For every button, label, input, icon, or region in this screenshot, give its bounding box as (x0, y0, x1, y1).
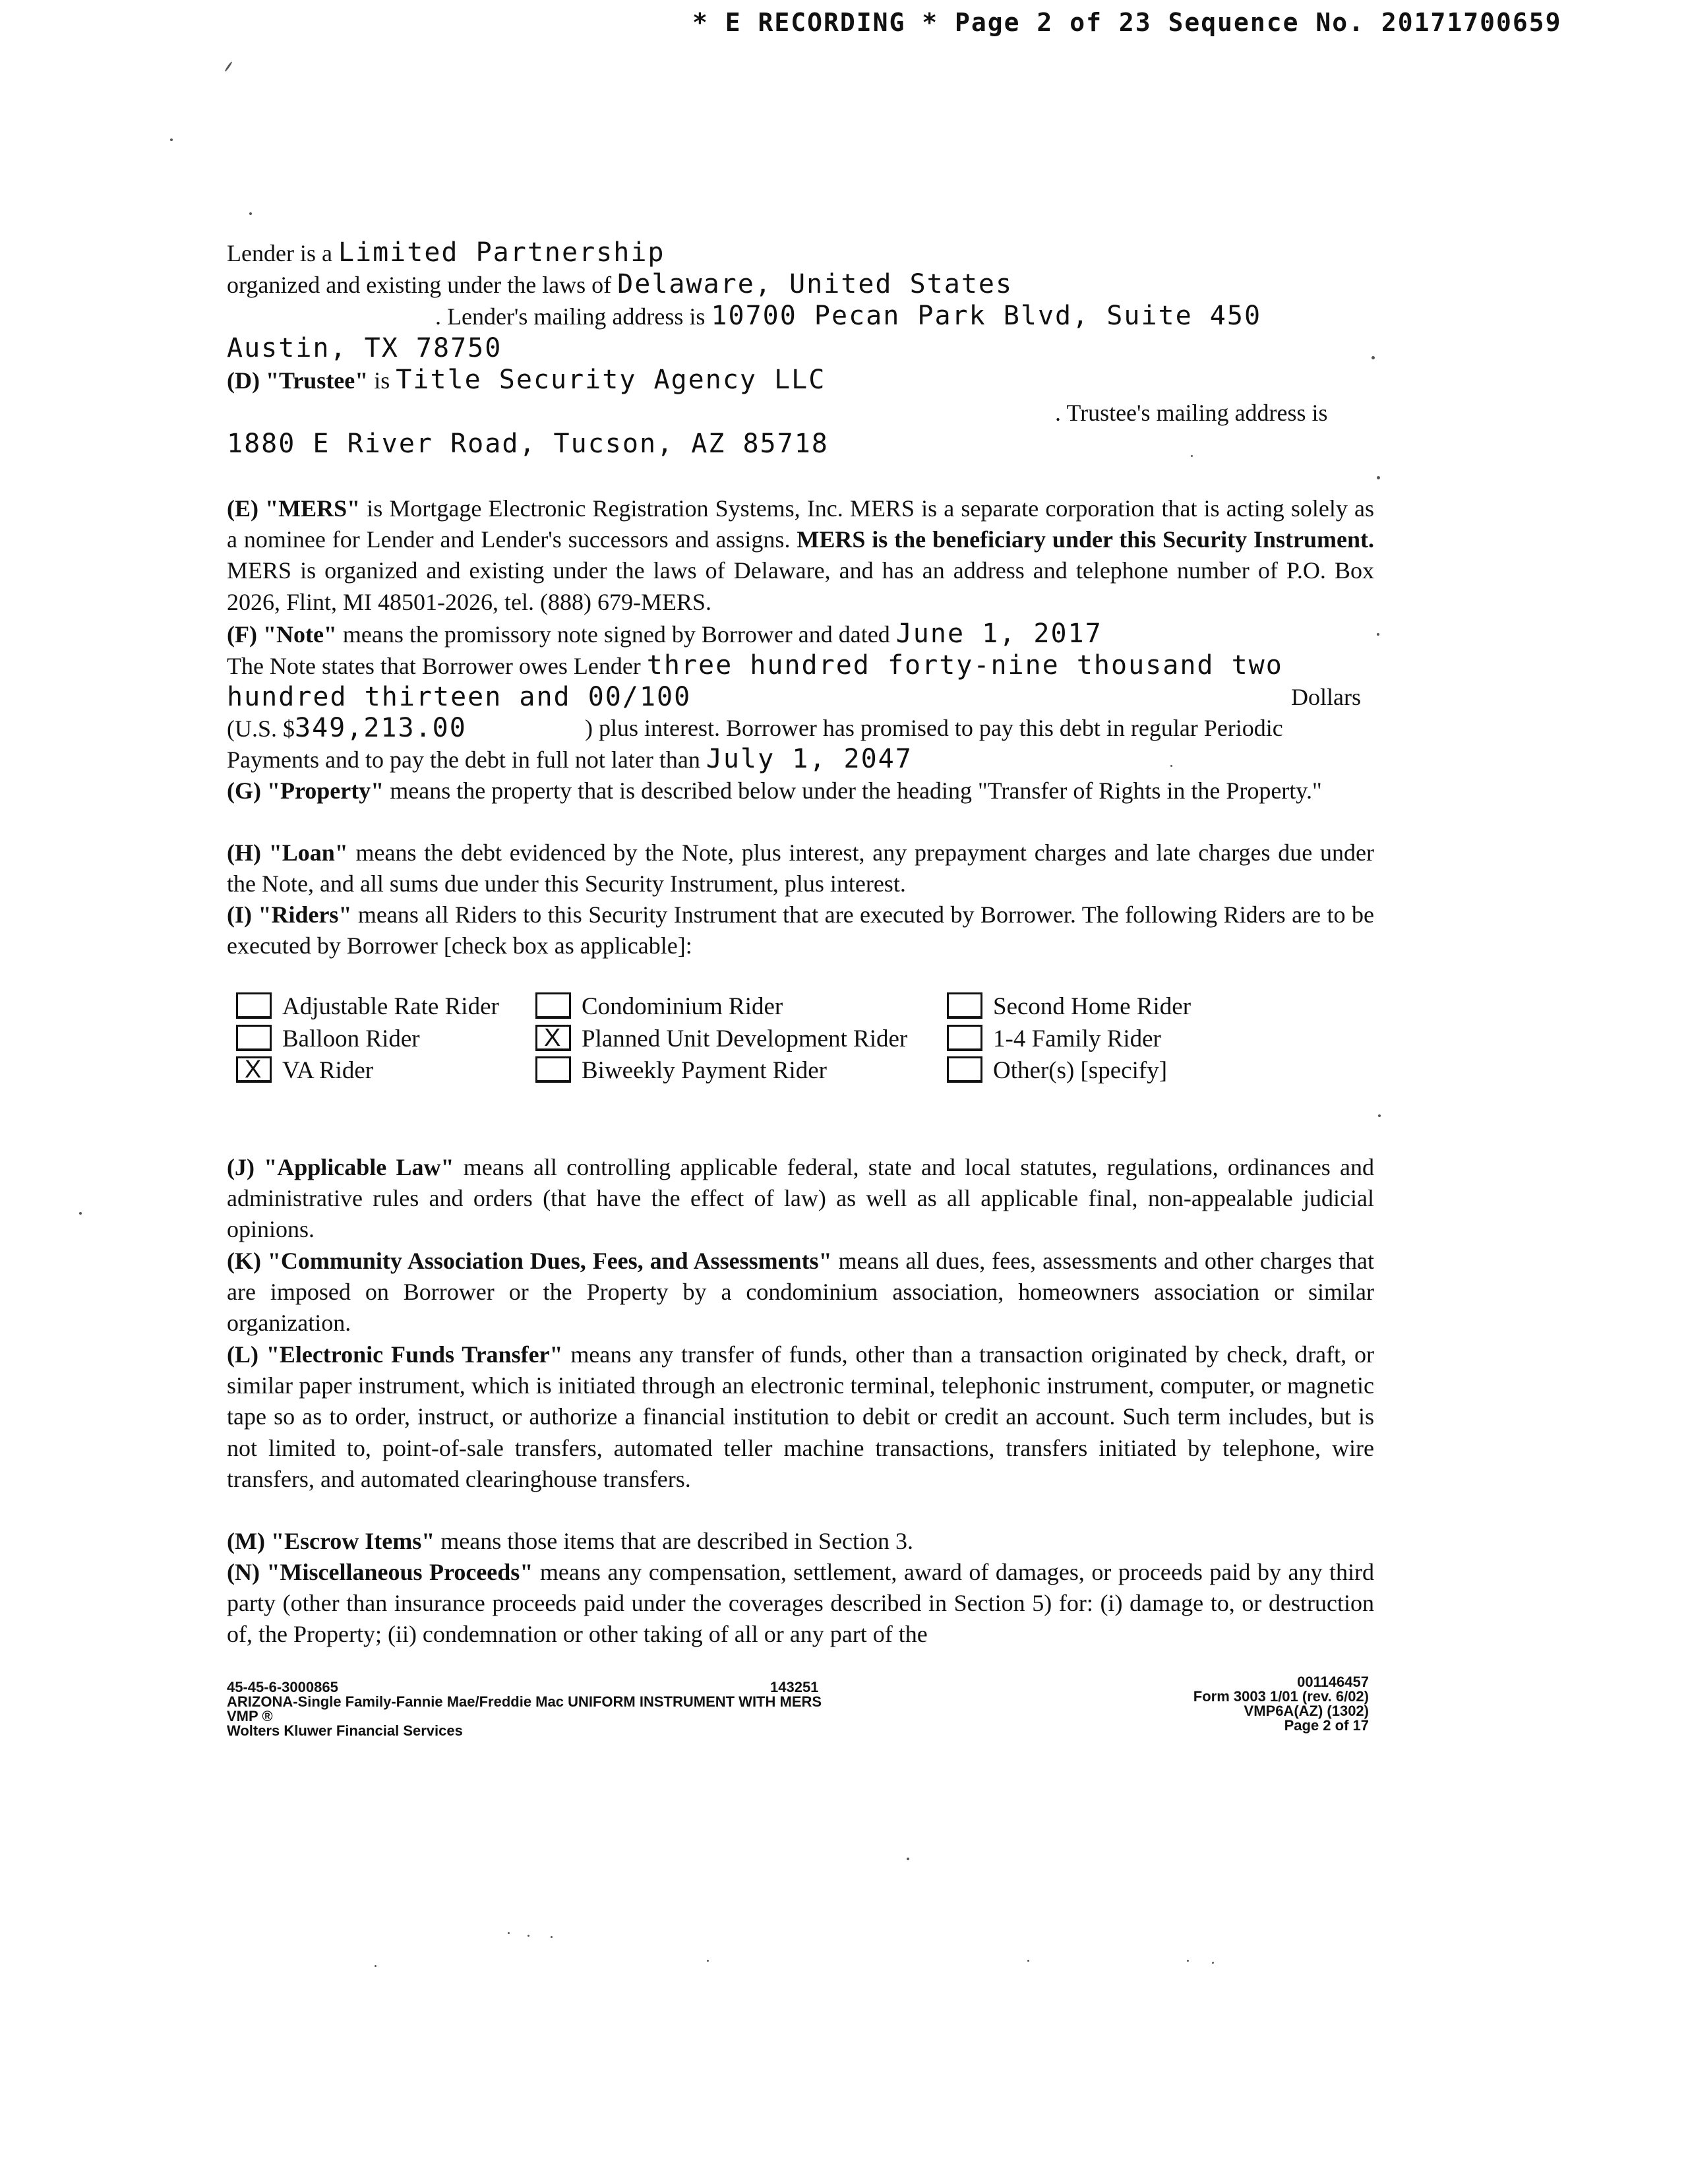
rider-checkbox-second-home[interactable] (947, 992, 982, 1019)
recording-header: * E RECORDING * Page 2 of 23 Sequence No. 20171700659 (692, 8, 1562, 37)
trustee-line (227, 365, 826, 396)
mers-text1: is Mortgage Electronic Registration Systems, Inc. MERS is a separate corporation that is acting solely as a nominee for Lender and Lender's successors and assigns. (227, 495, 1374, 553)
riders-lead: (I) "Riders" (227, 901, 352, 928)
note-interest-text: ) plus interest. Borrower has promised to pay this debt in regular Periodic (585, 715, 1283, 741)
scan-speck (1372, 356, 1375, 359)
rider-label-biweekly: Biweekly Payment Rider (582, 1057, 827, 1084)
scan-speck (1377, 633, 1379, 636)
loan-lead: (H) "Loan" (227, 839, 348, 866)
scan-speck (528, 1935, 529, 1937)
loan-paragraph (227, 837, 1374, 899)
rider-checkbox-family[interactable] (947, 1025, 982, 1051)
note-us-line (227, 713, 467, 744)
community-paragraph (227, 1246, 1374, 1339)
footer-center: 143251 (770, 1679, 819, 1695)
eft-text: means any transfer of funds, other than a transaction originated by check, draft, or similar paper instrument, which is initiated through an electronic terminal, telephonic instrument, computer, or magnetic tape so as to order, instruct, or authorize a financial institution to debit or credit an account. Such term includes, but is not limited to, point-of-sale transfers, automated teller machine transactions, transfers initiated by telephone, wire transfers, and automated clearinghouse transfers. (227, 1341, 1374, 1492)
trustee-term: "Trustee" (265, 367, 369, 394)
eft-lead: (L) "Electronic Funds Transfer" (227, 1341, 563, 1368)
footer-left (227, 1680, 822, 1738)
footer-vmp-code: VMP6A(AZ) (1302) (1244, 1703, 1369, 1719)
riders-text: means all Riders to this Security Instrument that are executed by Borrower. The following Riders are to be executed by Borrower [check box as applicable]: (227, 901, 1375, 959)
note-amount-words-1: three hundred forty-nine thousand two (646, 650, 1283, 681)
property-text: means the property that is described below under the heading "Transfer of Rights in the Property." (384, 777, 1322, 804)
rider-label-planned-unit: Planned Unit Development Rider (582, 1025, 908, 1052)
lender-jurisdiction: Delaware, United States (617, 269, 1013, 299)
lender-prefix: Lender is a (227, 240, 332, 266)
escrow-text: means those items that are described in Section 3. (435, 1528, 914, 1554)
lender-mailing-line (435, 301, 1261, 332)
scan-speck (1191, 455, 1193, 457)
scan-speck (1027, 1960, 1029, 1962)
note-owes-line (227, 650, 1283, 682)
community-text: means all dues, fees, assessments and other charges that are imposed on Borrower or the Property by a condominium association, homeowners association or similar organization. (227, 1248, 1374, 1337)
misc-text: means any compensation, settlement, award of damages, or proceeds paid by any third party (other than insurance proceeds paid under the coverages described in Section 5) for: (i) damage to, or destruction of, the Property; (ii) condemnation or other taking of all or any part of the (227, 1559, 1375, 1648)
escrow-lead: (M) "Escrow Items" (227, 1528, 435, 1554)
scan-speck (1378, 1114, 1381, 1117)
lender-address-line2: Austin, TX 78750 (227, 333, 502, 363)
mers-text2: MERS is organized and existing under the laws of Delaware, and has an address and telephone number of P.O. Box 2026, Flint, MI 48501-2026, tel. (888) 679-MERS. (227, 557, 1374, 615)
footer-page-number: Page 2 of 17 (1284, 1717, 1369, 1734)
scan-speck (1377, 476, 1380, 479)
footer-doc-id: 001146457 (1297, 1674, 1369, 1690)
community-lead: (K) "Community Association Dues, Fees, and Assessments" (227, 1248, 832, 1274)
scan-speck (907, 1858, 909, 1860)
note-payments-line (227, 744, 913, 775)
property-lead: (G) "Property" (227, 777, 384, 804)
rider-checkbox-balloon[interactable] (236, 1025, 272, 1051)
scan-speck (224, 61, 233, 72)
scan-speck (249, 212, 252, 215)
rider-label-balloon: Balloon Rider (282, 1025, 420, 1052)
scan-speck (1170, 765, 1172, 767)
loan-text: means the debt evidenced by the Note, plus interest, any prepayment charges and late charges due under the Note, and all sums due under this Security Instrument, plus interest. (227, 839, 1375, 897)
note-us-prefix: (U.S. $ (227, 715, 295, 742)
trustee-mailing-label: . Trustee's mailing address is (1055, 400, 1328, 426)
lender-line (227, 237, 665, 269)
scan-speck (508, 1932, 510, 1934)
lender-address-line1: 10700 Pecan Park Blvd, Suite 450 (711, 301, 1262, 331)
footer-vmp: VMP ® (227, 1708, 273, 1724)
scan-speck (1212, 1962, 1214, 1964)
mers-lead: (E) "MERS" (227, 495, 361, 522)
scan-speck (170, 138, 173, 141)
note-owes-label: The Note states that Borrower owes Lender (227, 653, 641, 679)
rider-label-family: 1-4 Family Rider (993, 1025, 1161, 1052)
rider-checkbox-other[interactable] (947, 1056, 982, 1083)
scan-speck (551, 1936, 553, 1938)
scan-speck (1187, 1960, 1189, 1962)
eft-paragraph (227, 1339, 1374, 1495)
lender-organized-line (227, 269, 1013, 301)
footer-publisher: Wolters Kluwer Financial Services (227, 1722, 463, 1739)
mers-paragraph (227, 493, 1374, 618)
rider-checkbox-va[interactable]: X (236, 1056, 272, 1083)
footer-right (1193, 1675, 1369, 1733)
note-amount-words-2: hundred thirteen and 00/100 (227, 682, 692, 712)
misc-paragraph (227, 1557, 1374, 1651)
note-lead: (F) "Note" (227, 621, 337, 648)
lender-mailing-label: . Lender's mailing address is (435, 303, 706, 330)
note-text: means the promissory note signed by Borrower and dated (336, 621, 890, 648)
scan-speck (79, 1212, 82, 1215)
escrow-paragraph (227, 1526, 1374, 1557)
rider-label-adjustable-rate: Adjustable Rate Rider (282, 993, 499, 1020)
mers-bold: MERS is the beneficiary under this Security Instrument. (797, 526, 1374, 553)
rider-checkbox-adjustable-rate[interactable] (236, 992, 272, 1019)
lender-entity-type: Limited Partnership (338, 237, 665, 268)
scan-speck (375, 1965, 377, 1967)
note-line (227, 619, 1102, 650)
note-payments-text: Payments and to pay the debt in full not later than (227, 746, 700, 773)
trustee-is: is (374, 367, 390, 394)
trustee-address: 1880 E River Road, Tucson, AZ 85718 (227, 429, 829, 459)
note-dollars: Dollars (1291, 684, 1361, 710)
rider-label-condominium: Condominium Rider (582, 993, 783, 1020)
footer-form-title: ARIZONA-Single Family-Fannie Mae/Freddie Mac UNIFORM INSTRUMENT WITH MERS (227, 1693, 822, 1710)
rider-checkbox-condominium[interactable] (535, 992, 571, 1019)
rider-label-second-home: Second Home Rider (993, 993, 1191, 1020)
note-date: June 1, 2017 (895, 619, 1102, 649)
trustee-name: Title Security Agency LLC (396, 365, 826, 395)
riders-paragraph (227, 899, 1374, 961)
lender-organized-label: organized and existing under the laws of (227, 272, 612, 298)
applicable-law-text: means all controlling applicable federal, state and local statutes, regulations, ordinances and administrative rules and orders (that have the effect of law) as well as all applicable final, non-appealable judicial opinions. (227, 1154, 1374, 1243)
trustee-letter: (D) (227, 367, 260, 394)
footer-form-revision: Form 3003 1/01 (rev. 6/02) (1193, 1688, 1369, 1705)
applicable-law-lead: (J) "Applicable Law" (227, 1154, 454, 1180)
applicable-law-paragraph (227, 1152, 1374, 1246)
footer-form-number: 45-45-6-3000865 (227, 1679, 338, 1695)
rider-label-other: Other(s) [specify] (993, 1057, 1168, 1084)
scan-speck (707, 1960, 709, 1962)
property-paragraph (227, 775, 1374, 806)
misc-lead: (N) "Miscellaneous Proceeds" (227, 1559, 533, 1585)
rider-checkbox-biweekly[interactable] (535, 1056, 571, 1083)
rider-checkbox-planned-unit[interactable]: X (535, 1025, 571, 1051)
note-amount: 349,213.00 (295, 713, 467, 743)
note-maturity: July 1, 2047 (706, 744, 913, 774)
rider-label-va: VA Rider (282, 1057, 374, 1084)
